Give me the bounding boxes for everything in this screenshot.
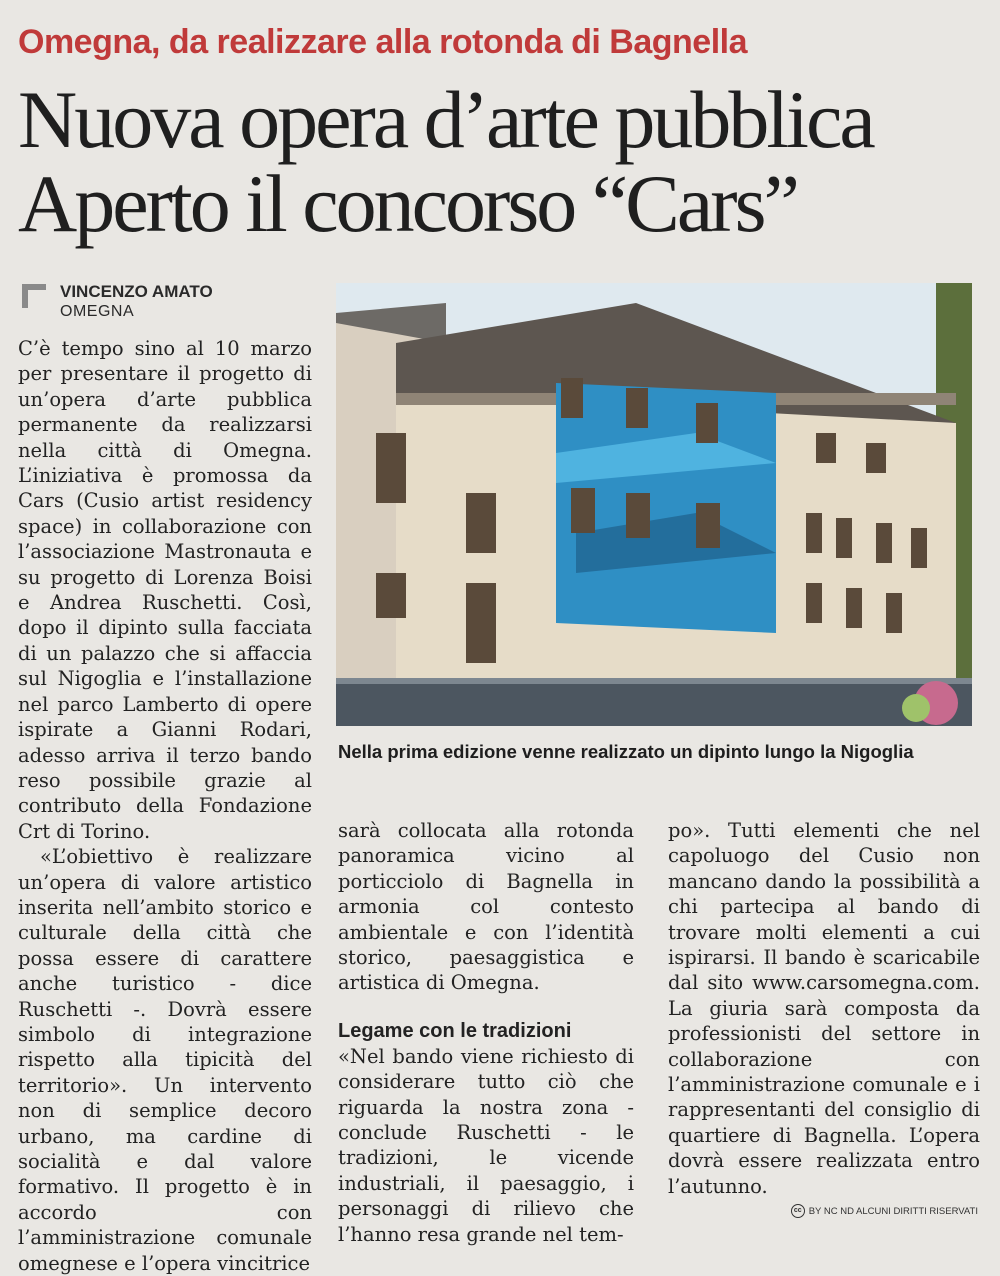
license-text: BY NC ND ALCUNI DIRITTI RISERVATI (808, 1205, 978, 1217)
paragraph: po». Tutti elementi che nel capoluogo del Cusio non mancano dando la possibilità a chi partecipa al bando di trovare molti elementi a cui ispirarsi. Il bando è scaricabile dal sito www.carsomegna.com. La giuria sarà composta da professionisti del settore in collaborazione con l’amministrazione comunale e i rappresentanti del consiglio di quartiere di Bagnella. L’opera dovrà essere realizzata entro l’autunno. (668, 819, 980, 1198)
byline (22, 282, 213, 322)
column-2 (338, 818, 634, 1247)
headline (18, 74, 988, 249)
creative-commons-icon: cc (791, 1204, 805, 1218)
column-3 (668, 818, 980, 1199)
paragraph: «L’obiettivo è realizzare un’opera di valore artistico inserita nell’ambito storico e culturale della città che possa essere di carattere anche turistico - dice Ruschetti -. Dovrà essere simbolo di integrazione rispetto alla tipicità del territorio». Un intervento non di semplice decoro urbano, ma cardine di socialità e dal valore formativo. Il progetto è in accordo con l’amministrazione comunale omegnese e l’opera vincitrice (18, 845, 312, 1275)
paragraph: «Nel bando viene richiesto di considerare tutto ciò che riguarda la nostra zona - conclude Ruschetti - le tradizioni, le vicende industriali, il paesaggio, i personaggi di rilievo che l’hanno resa grande nel tem- (338, 1044, 634, 1246)
byline-corner-mark (22, 284, 46, 308)
license-notice (791, 1204, 978, 1218)
column-1 (18, 336, 312, 1276)
headline-line-2: Aperto il concorso “Cars” (18, 158, 797, 249)
dateline-location: OMEGNA (60, 303, 135, 320)
author: VINCENZO AMATO (60, 282, 213, 301)
subheading: Legame con le tradizioni (338, 1019, 572, 1042)
building-illustration (336, 283, 972, 726)
paragraph: C’è tempo sino al 10 marzo per presentare il progetto di un’opera d’arte pubblica permanente da realizzarsi nella città di Omegna. L’iniziativa è promossa da Cars (Cusio artist residency space) in collaborazione con l’associazione Mastronauta e su progetto di Lorenza Boisi e Andrea Ruschetti. Così, dopo il dipinto sulla facciata di un palazzo che si affaccia sul Nigoglia e l’installazione nel parco Lamberto di opere ispirate a Gianni Rodari, adesso arriva il terzo bando reso possibile grazie al contributo della Fondazione Crt di Torino. (18, 337, 312, 843)
headline-line-1: Nuova opera d’arte pubblica (18, 74, 873, 165)
photo-caption: Nella prima edizione venne realizzato un dipinto lungo la Nigoglia (338, 741, 914, 762)
paragraph: sarà collocata alla rotonda panoramica vicino al porticciolo di Bagnella in armonia col contesto ambientale e con l’identità storico, paesaggistica e artistica di Omegna. (338, 819, 634, 995)
kicker: Omegna, da realizzare alla rotonda di Bagnella (18, 23, 748, 61)
building-photo (336, 283, 972, 726)
